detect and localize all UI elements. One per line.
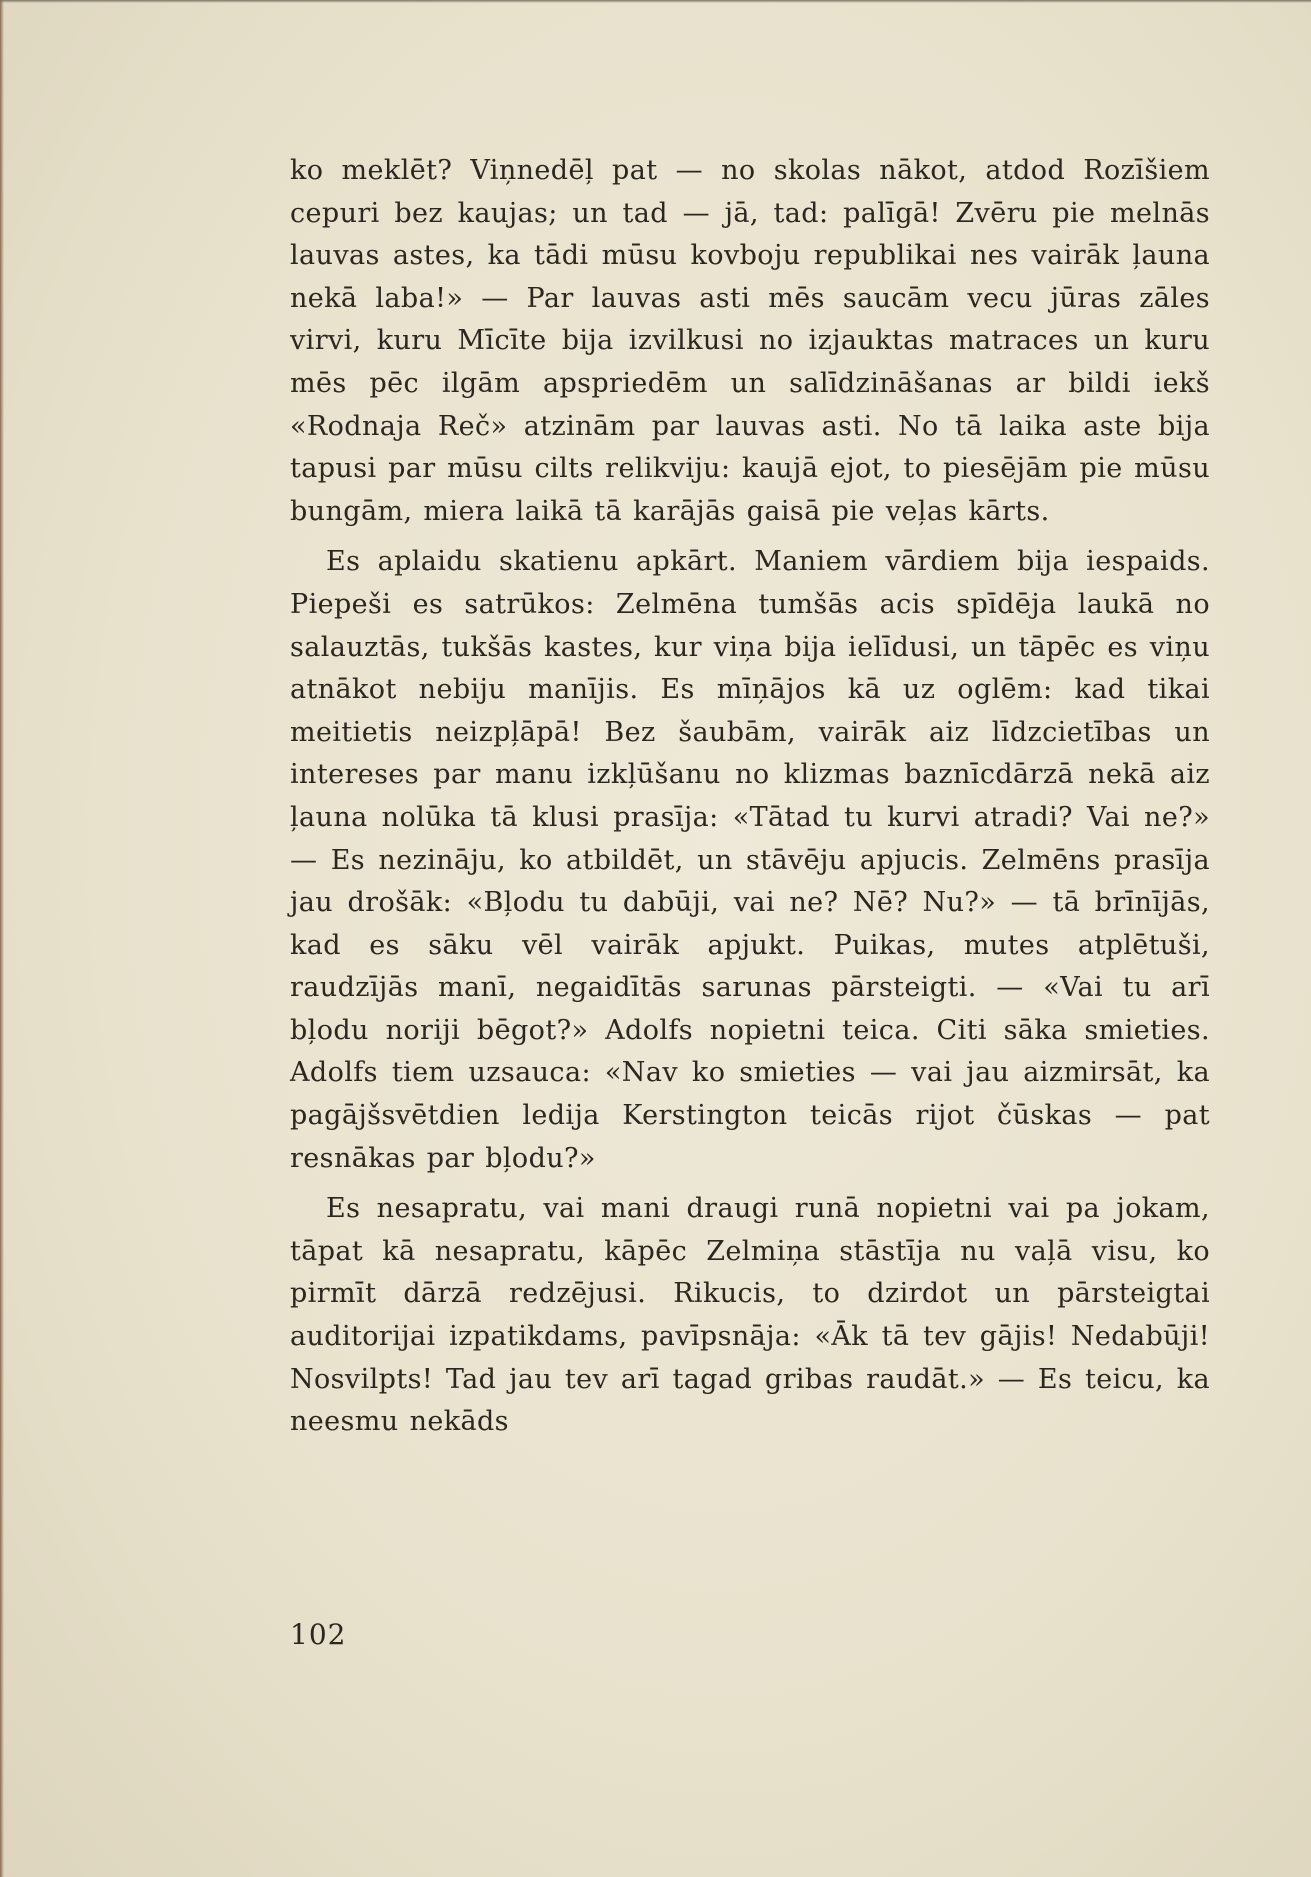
page-top-edge — [0, 0, 1311, 3]
paragraph-3: Es nesapratu, vai mani draugi runā nopietni vai pa jokam, tāpat kā nesapratu, kāpēc Zelmiņa stāstīja nu vaļā visu, ko pirmīt dārzā redzējusi. Rikucis, to dzirdot un pārsteigtai auditorijai izpatikdams, pavīpsnāja: «Āk tā tev gājis! Nedabūji! Nosvilpts! Tad jau tev arī tagad gribas raudāt.» — Es teicu, ka neesmu nekāds — [290, 1193, 1210, 1438]
body-text — [290, 150, 1210, 1452]
paragraph-1: ko meklēt? Viņnedēļ pat — no skolas nākot, atdod Rozīšiem cepuri bez kaujas; un tad — jā, tad: palīgā! Zvēru pie melnās lauvas astes, ka tādi mūsu kovboju republikai nes vairāk ļauna nekā laba!» — Par lauvas asti mēs saucām vecu jūras zāles virvi, kuru Mīcīte bija izvilkusi no izjauktas matraces un kuru mēs pēc ilgām apspriedēm un salīdzināšanas ar bildi iekš «Rodnaja Reč» atzinām par lauvas asti. No tā laika aste bija tapusi par mūsu cilts relikviju: kaujā ejot, to piesējām pie mūsu bungām, miera laikā tā karājās gaisā pie veļas kārts. — [290, 155, 1210, 527]
page-number: 102 — [290, 1618, 347, 1651]
page-left-edge — [0, 0, 4, 1877]
paragraph-2: Es aplaidu skatienu apkārt. Maniem vārdiem bija iespaids. Piepeši es satrūkos: Zelmēna tumšās acis spīdēja laukā no salauztās, tukšās kastes, kur viņa bija ielīdusi, un tāpēc es viņu atnākot nebiju manījis. Es mīņājos kā uz oglēm: kad tikai meitietis neizpļāpā! Bez šaubām, vairāk aiz līdzcietības un intereses par manu izkļūšanu no klizmas baznīcdārzā nekā aiz ļauna nolūka tā klusi prasīja: «Tātad tu kurvi atradi? Vai ne?» — Es nezināju, ko atbildēt, un stāvēju apjucis. Zelmēns prasīja jau drošāk: «Bļodu tu dabūji, vai ne? Nē? Nu?» — tā brīnījās, kad es sāku vēl vairāk apjukt. Puikas, mutes atplētuši, raudzījās manī, negaidītās sarunas pārsteigti. — «Vai tu arī bļodu noriji bēgot?» Adolfs nopietni teica. Citi sāka smieties. Adolfs tiem uzsauca: «Nav ko smieties — vai jau aizmirsāt, ka pagājšsvētdien ledija Kerstington teicās rijot čūskas — pat resnākas par bļodu?» — [290, 546, 1210, 1174]
